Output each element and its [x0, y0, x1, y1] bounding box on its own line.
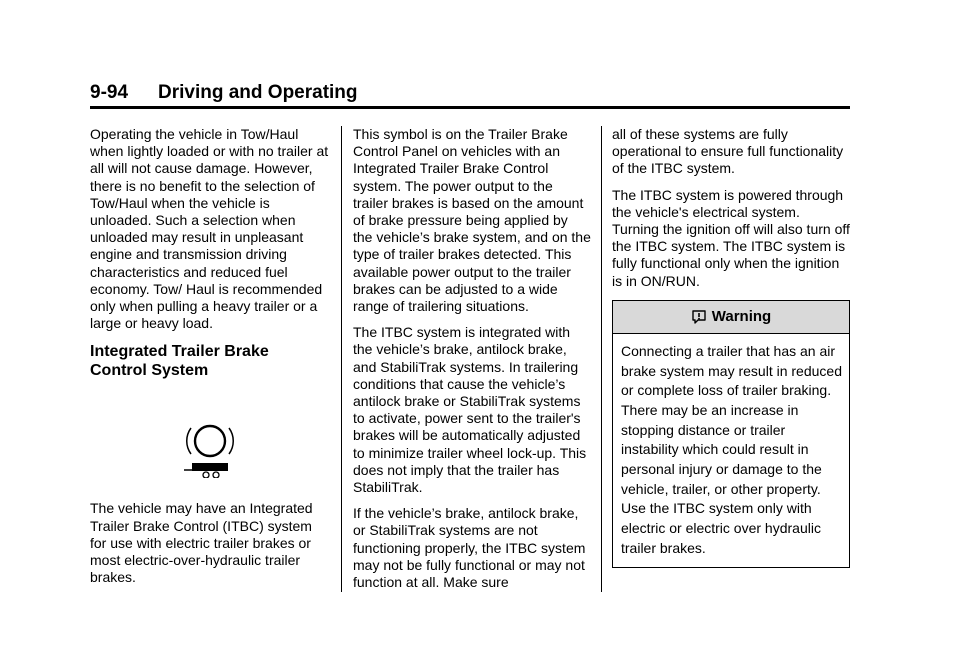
subsection-heading: Integrated Trailer Brake Control System — [90, 343, 269, 380]
paragraph: The vehicle may have an Integrated Trailer Brake Control (ITBC) system for use with electric trailer brakes or most electric-over-hydraulic trailer brakes. — [90, 500, 313, 586]
text-column-3 — [612, 126, 850, 568]
page-number: 9-94 — [90, 82, 129, 103]
warning-text: Connecting a trailer that has an air brake system may result in reduced or complete loss of trailer braking. There may be an increase in stopping distance or trailer instability which could result in personal injury or damage to the vehicle, trailer, or other property. Use the ITBC system only with electric or electric over hydraulic trailer brakes. — [621, 342, 842, 556]
paragraph: The ITBC system is integrated with the vehicle’s brake, antilock brake, and StabiliTrak systems. In trailering conditions that cause the vehicle’s antilock brake or StabiliTrak systems to activate, power sent to the trailer's brakes will be automatically adjusted to minimize trailer wheel lock-up. This does not imply that the trailer has StabiliTrak. — [353, 324, 587, 496]
warning-title: Warning — [711, 308, 772, 326]
text-column-1 — [90, 126, 330, 595]
warning-box — [612, 300, 850, 568]
text-column-2 — [353, 126, 591, 600]
section-title: Driving and Operating — [158, 82, 358, 103]
warning-icon — [691, 309, 707, 325]
page-header — [90, 82, 850, 109]
paragraph: Operating the vehicle in Tow/Haul when lightly loaded or with no trailer at all will not cause damage. However, there is no benefit to the selection of Tow/Haul when the vehicle is unloaded. Such a selection when unloaded may result in unpleasant engine and transmission driving characteristics and reduced fuel economy. Tow/ Haul is recommended only when pulling a heavy trailer or a large or heavy load. — [90, 126, 329, 332]
trailer-brake-icon — [182, 420, 238, 478]
paragraph: If the vehicle’s brake, antilock brake, or StabiliTrak systems are not functioning properly, the ITBC system may not be fully functional or may not function at all. Make sure — [353, 505, 586, 591]
column-divider — [341, 126, 342, 592]
column-divider — [601, 126, 602, 592]
paragraph: all of these systems are fully operational to ensure full functionality of the ITBC system. — [612, 126, 844, 177]
warning-header — [613, 301, 849, 334]
paragraph: This symbol is on the Trailer Brake Control Panel on vehicles with an Integrated Trailer Brake Control system. The power output to the trailer brakes is based on the amount of brake pressure being applied by the vehicle’s brake system, and on the type of trailer brakes detected. This available power output to the trailer brakes can be adjusted to a wide range of trailering situations. — [353, 126, 591, 315]
paragraph: The ITBC system is powered through the vehicle's electrical system. Turning the ignition off will also turn off the ITBC system. The ITBC system is fully functional only when the ignition is in ON/RUN. — [612, 186, 850, 289]
trailer-brake-symbol — [90, 380, 330, 500]
